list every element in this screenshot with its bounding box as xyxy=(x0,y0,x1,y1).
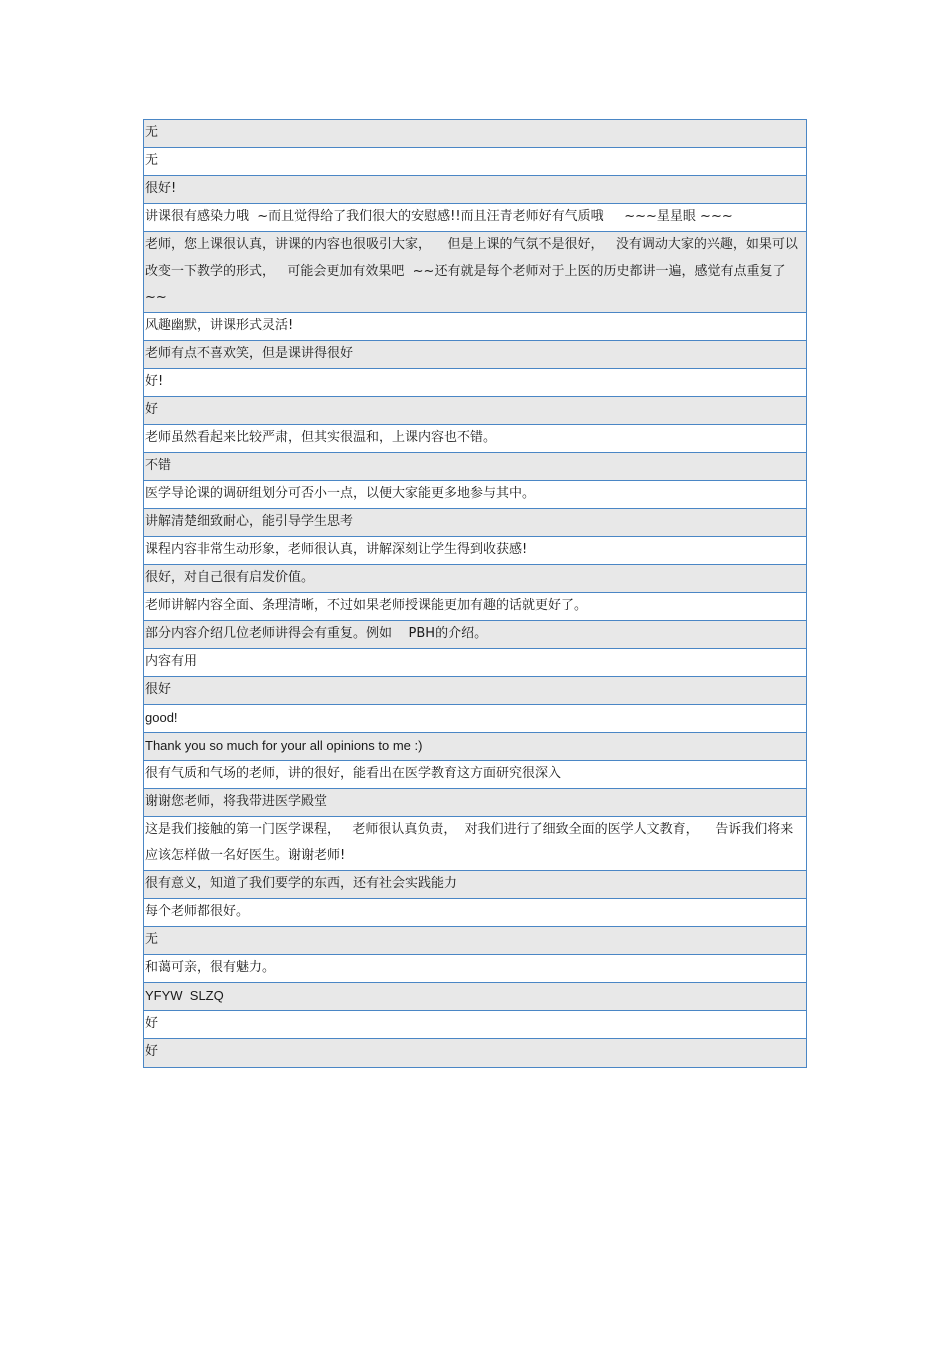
comment-row: 和蔼可亲，很有魅力。 xyxy=(144,955,806,983)
comment-row: Thank you so much for your all opinions to me :) xyxy=(144,733,806,761)
comment-row: 很有气质和气场的老师，讲的很好，能看出在医学教育这方面研究很深入 xyxy=(144,761,806,789)
comment-table xyxy=(143,119,807,1068)
comment-row: 医学导论课的调研组划分可否小一点，以便大家能更多地参与其中。 xyxy=(144,481,806,509)
comment-row: 讲解清楚细致耐心，能引导学生思考 xyxy=(144,509,806,537)
comment-row: 很好，对自己很有启发价值。 xyxy=(144,565,806,593)
comment-row: 好 xyxy=(144,397,806,425)
comment-row: 老师有点不喜欢笑，但是课讲得很好 xyxy=(144,341,806,369)
comment-row: 风趣幽默，讲课形式灵活! xyxy=(144,313,806,341)
comment-row: 很有意义，知道了我们要学的东西，还有社会实践能力 xyxy=(144,871,806,899)
comment-row: 很好! xyxy=(144,176,806,204)
comment-row: 无 xyxy=(144,927,806,955)
comment-row: good! xyxy=(144,705,806,733)
comment-row: 内容有用 xyxy=(144,649,806,677)
comment-row: 老师，您上课很认真，讲课的内容也很吸引大家， 但是上课的气氛不是很好， 没有调动大家的兴趣，如果可以改变一下教学的形式， 可能会更加有效果吧 ~~还有就是每个老师对于上医的历史都讲一遍，感觉有点重复了 ~~ xyxy=(144,232,806,313)
comment-row: 这是我们接触的第一门医学课程， 老师很认真负责， 对我们进行了细致全面的医学人文教育， 告诉我们将来应该怎样做一名好医生。谢谢老师! xyxy=(144,817,806,871)
comment-row: 无 xyxy=(144,120,806,148)
comment-row: 很好 xyxy=(144,677,806,705)
comment-row: 好 xyxy=(144,1011,806,1039)
comment-row: 课程内容非常生动形象，老师很认真，讲解深刻让学生得到收获感! xyxy=(144,537,806,565)
comment-row: 部分内容介绍几位老师讲得会有重复。例如 PBH的介绍。 xyxy=(144,621,806,649)
comment-row: 老师虽然看起来比较严肃，但其实很温和，上课内容也不错。 xyxy=(144,425,806,453)
comment-row: 谢谢您老师，将我带进医学殿堂 xyxy=(144,789,806,817)
comment-row: 不错 xyxy=(144,453,806,481)
comment-row: 好 xyxy=(144,1039,806,1067)
comment-row: 老师讲解内容全面、条理清晰，不过如果老师授课能更加有趣的话就更好了。 xyxy=(144,593,806,621)
comment-row: 讲课很有感染力哦 ~而且觉得给了我们很大的安慰感!!而且汪青老师好有气质哦 ~~~星星眼 ~~~ xyxy=(144,204,806,232)
comment-row: 每个老师都很好。 xyxy=(144,899,806,927)
comment-row: YFYW SLZQ xyxy=(144,983,806,1011)
comment-row: 好! xyxy=(144,369,806,397)
comment-row: 无 xyxy=(144,148,806,176)
